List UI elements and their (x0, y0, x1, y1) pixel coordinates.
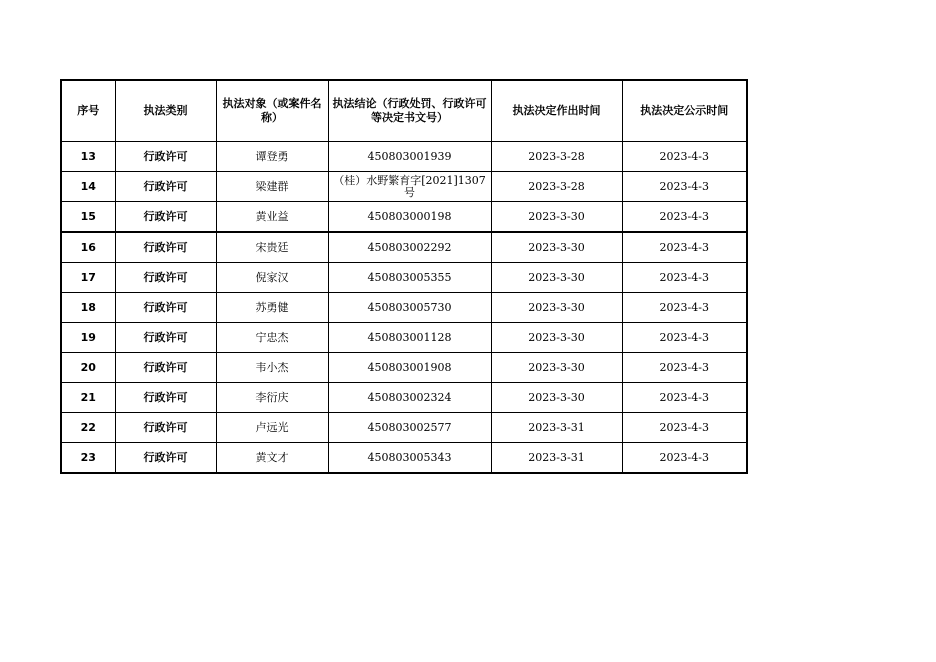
cell-decision-date: 2023-3-30 (491, 202, 622, 233)
cell-conclusion: 450803001939 (328, 142, 491, 172)
cell-index: 23 (61, 443, 115, 474)
cell-publish-date: 2023-4-3 (622, 443, 747, 474)
cell-decision-date: 2023-3-31 (491, 443, 622, 474)
table-row (61, 293, 747, 323)
cell-conclusion: 450803002324 (328, 383, 491, 413)
cell-decision-date: 2023-3-30 (491, 323, 622, 353)
table-row (61, 172, 747, 202)
cell-decision-date: 2023-3-28 (491, 142, 622, 172)
table-row (61, 383, 747, 413)
cell-conclusion: （桂）水野繁育字[2021]1307号 (328, 172, 491, 202)
cell-publish-date: 2023-4-3 (622, 263, 747, 293)
cell-index: 18 (61, 293, 115, 323)
cell-category: 行政许可 (115, 383, 216, 413)
cell-publish-date: 2023-4-3 (622, 142, 747, 172)
cell-index: 20 (61, 353, 115, 383)
cell-index: 19 (61, 323, 115, 353)
cell-target: 苏勇健 (216, 293, 328, 323)
header-conclusion: 执法结论（行政处罚、行政许可等决定书文号） (328, 80, 491, 142)
table-body (61, 142, 747, 474)
cell-index: 17 (61, 263, 115, 293)
cell-target: 黄文才 (216, 443, 328, 474)
cell-decision-date: 2023-3-30 (491, 353, 622, 383)
cell-conclusion: 450803001908 (328, 353, 491, 383)
cell-conclusion: 450803005343 (328, 443, 491, 474)
cell-target: 宋贵廷 (216, 232, 328, 263)
cell-decision-date: 2023-3-30 (491, 383, 622, 413)
cell-publish-date: 2023-4-3 (622, 232, 747, 263)
table-row (61, 323, 747, 353)
header-row (61, 80, 747, 142)
header-decision-date: 执法决定作出时间 (491, 80, 622, 142)
cell-category: 行政许可 (115, 443, 216, 474)
cell-target: 卢远光 (216, 413, 328, 443)
table-row (61, 443, 747, 474)
table-row (61, 202, 747, 233)
cell-index: 14 (61, 172, 115, 202)
cell-conclusion: 450803002292 (328, 232, 491, 263)
cell-target: 宁忠杰 (216, 323, 328, 353)
header-target: 执法对象（或案件名称） (216, 80, 328, 142)
cell-target: 韦小杰 (216, 353, 328, 383)
cell-publish-date: 2023-4-3 (622, 323, 747, 353)
cell-publish-date: 2023-4-3 (622, 202, 747, 233)
cell-category: 行政许可 (115, 353, 216, 383)
header-index: 序号 (61, 80, 115, 142)
cell-category: 行政许可 (115, 172, 216, 202)
cell-target: 倪家汉 (216, 263, 328, 293)
cell-target: 梁建群 (216, 172, 328, 202)
cell-decision-date: 2023-3-30 (491, 293, 622, 323)
cell-category: 行政许可 (115, 142, 216, 172)
cell-conclusion: 450803000198 (328, 202, 491, 233)
cell-decision-date: 2023-3-30 (491, 263, 622, 293)
cell-index: 13 (61, 142, 115, 172)
cell-publish-date: 2023-4-3 (622, 383, 747, 413)
cell-conclusion: 450803002577 (328, 413, 491, 443)
cell-index: 15 (61, 202, 115, 233)
cell-category: 行政许可 (115, 232, 216, 263)
table-row (61, 263, 747, 293)
header-category: 执法类别 (115, 80, 216, 142)
cell-category: 行政许可 (115, 293, 216, 323)
cell-index: 22 (61, 413, 115, 443)
cell-decision-date: 2023-3-31 (491, 413, 622, 443)
cell-index: 16 (61, 232, 115, 263)
table-row (61, 142, 747, 172)
enforcement-table (60, 79, 748, 474)
table-row (61, 232, 747, 263)
cell-conclusion: 450803005730 (328, 293, 491, 323)
cell-target: 黄业益 (216, 202, 328, 233)
cell-conclusion: 450803001128 (328, 323, 491, 353)
cell-category: 行政许可 (115, 323, 216, 353)
cell-index: 21 (61, 383, 115, 413)
cell-publish-date: 2023-4-3 (622, 353, 747, 383)
cell-category: 行政许可 (115, 263, 216, 293)
cell-decision-date: 2023-3-28 (491, 172, 622, 202)
cell-publish-date: 2023-4-3 (622, 172, 747, 202)
cell-category: 行政许可 (115, 413, 216, 443)
cell-publish-date: 2023-4-3 (622, 413, 747, 443)
table-row (61, 353, 747, 383)
cell-category: 行政许可 (115, 202, 216, 233)
cell-target: 李衍庆 (216, 383, 328, 413)
cell-publish-date: 2023-4-3 (622, 293, 747, 323)
cell-target: 谭登勇 (216, 142, 328, 172)
table-row (61, 413, 747, 443)
cell-decision-date: 2023-3-30 (491, 232, 622, 263)
cell-conclusion: 450803005355 (328, 263, 491, 293)
header-publish-date: 执法决定公示时间 (622, 80, 747, 142)
